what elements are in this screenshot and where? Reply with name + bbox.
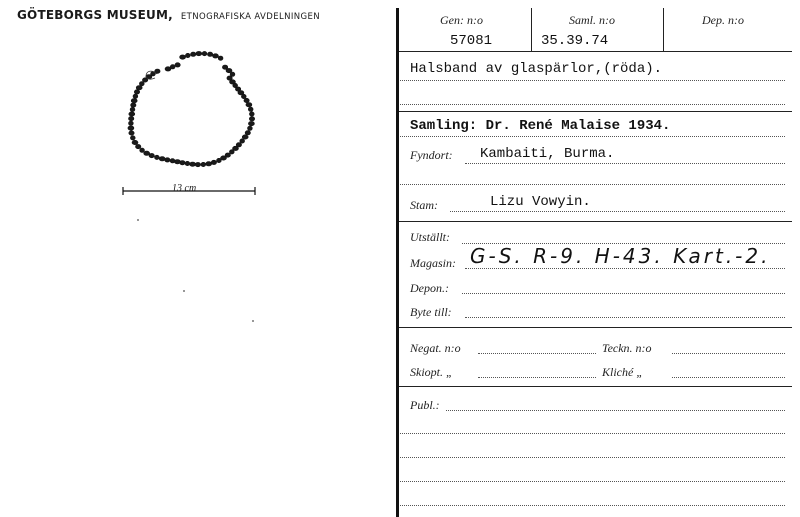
bead — [241, 94, 246, 98]
bead — [129, 121, 134, 125]
bead — [140, 148, 145, 152]
saml-value: 35.39.74 — [541, 33, 609, 49]
gen-value: 57081 — [450, 33, 493, 49]
dep-label: Dep. n:o — [702, 13, 744, 27]
magasin-value: G-S. R-9. H-43. Kart.-2. — [470, 244, 771, 268]
bead — [129, 112, 135, 116]
negat-label: Negat. n:o — [410, 341, 461, 355]
bead — [131, 103, 136, 107]
bead — [131, 99, 137, 103]
bead — [245, 131, 250, 135]
bead — [207, 52, 212, 56]
dotted-line — [400, 136, 785, 137]
dotted-line — [450, 211, 785, 212]
bead — [129, 116, 134, 120]
header-divider — [531, 8, 532, 51]
bead — [248, 107, 253, 111]
card-left-border — [396, 8, 399, 517]
header-divider — [663, 8, 664, 51]
bead — [249, 112, 254, 116]
dotted-line — [465, 317, 785, 318]
dotted-line — [400, 80, 785, 81]
dotted-line — [465, 163, 785, 164]
bead — [170, 65, 175, 69]
bead — [248, 126, 253, 130]
dotted-line — [400, 457, 785, 458]
section-line — [399, 327, 792, 328]
dotted-line — [446, 410, 785, 411]
speck — [252, 320, 254, 322]
bead — [244, 98, 249, 102]
object-title: Halsband av glaspärlor,(röda). — [410, 61, 663, 77]
speck — [183, 290, 185, 292]
bead — [196, 51, 202, 55]
bead — [132, 140, 138, 144]
bead — [185, 53, 190, 57]
fyndort-value: Kambaiti, Burma. — [480, 146, 615, 162]
section-line — [399, 111, 792, 112]
header-bottom-line — [399, 51, 792, 52]
gen-label: Gen: n:o — [440, 13, 483, 27]
bead — [129, 131, 134, 135]
museum-header — [17, 6, 320, 24]
bead — [195, 162, 200, 166]
bead — [134, 90, 139, 94]
byte-label: Byte till: — [410, 305, 452, 319]
dotted-line — [478, 353, 596, 354]
bead — [128, 126, 134, 130]
bead — [144, 151, 150, 155]
section-line — [399, 386, 792, 387]
bead — [174, 160, 180, 164]
dotted-line — [400, 433, 785, 434]
dotted-line — [672, 353, 785, 354]
dotted-line — [400, 481, 785, 482]
bead — [242, 135, 248, 139]
bead — [206, 162, 212, 166]
bead — [159, 157, 165, 161]
bead — [246, 103, 252, 107]
bead — [155, 155, 160, 159]
bead — [133, 94, 138, 98]
stam-label: Stam: — [410, 198, 438, 212]
dotted-line — [400, 184, 785, 185]
bead — [165, 158, 170, 162]
bead — [175, 63, 180, 67]
bead — [130, 136, 135, 140]
teckn-label: Teckn. n:o — [602, 341, 652, 355]
magasin-label: Magasin: — [410, 256, 456, 270]
bead — [217, 158, 222, 162]
bead — [191, 52, 196, 56]
saml-label: Saml. n:o — [569, 13, 615, 27]
dotted-line — [400, 104, 785, 105]
depon-label: Depon.: — [410, 281, 449, 295]
bead — [201, 162, 206, 166]
bead — [211, 160, 216, 164]
bead — [130, 107, 135, 111]
bead — [185, 161, 190, 165]
bead — [218, 56, 223, 60]
dotted-line — [465, 268, 785, 269]
bead — [170, 159, 175, 163]
fyndort-label: Fyndort: — [410, 148, 453, 162]
publ-label: Publ.: — [410, 398, 440, 412]
scale-label: 13 cm — [172, 183, 197, 194]
section-line — [399, 221, 792, 222]
bead — [202, 51, 207, 55]
dotted-line — [400, 505, 785, 506]
bead — [248, 121, 254, 125]
bead — [240, 139, 245, 143]
utstallt-label: Utställt: — [410, 230, 451, 244]
skiopt-label: Skiopt. „ — [410, 365, 453, 379]
speck — [137, 219, 139, 221]
collection-text: Samling: Dr. René Malaise 1934. — [410, 118, 671, 134]
bead — [190, 162, 196, 166]
kliche-label: Kliché „ — [602, 365, 643, 379]
museum-name: GÖTEBORGS MUSEUM, — [17, 8, 173, 22]
dotted-line — [478, 377, 596, 378]
dotted-line — [462, 293, 785, 294]
department-name: ETNOGRAFISKA AVDELNINGEN — [180, 12, 321, 22]
bead — [249, 117, 254, 121]
stam-value: Lizu Vowyin. — [490, 194, 591, 210]
bead — [136, 144, 141, 148]
bead — [180, 55, 186, 59]
bead — [213, 54, 219, 58]
dotted-line — [672, 377, 785, 378]
